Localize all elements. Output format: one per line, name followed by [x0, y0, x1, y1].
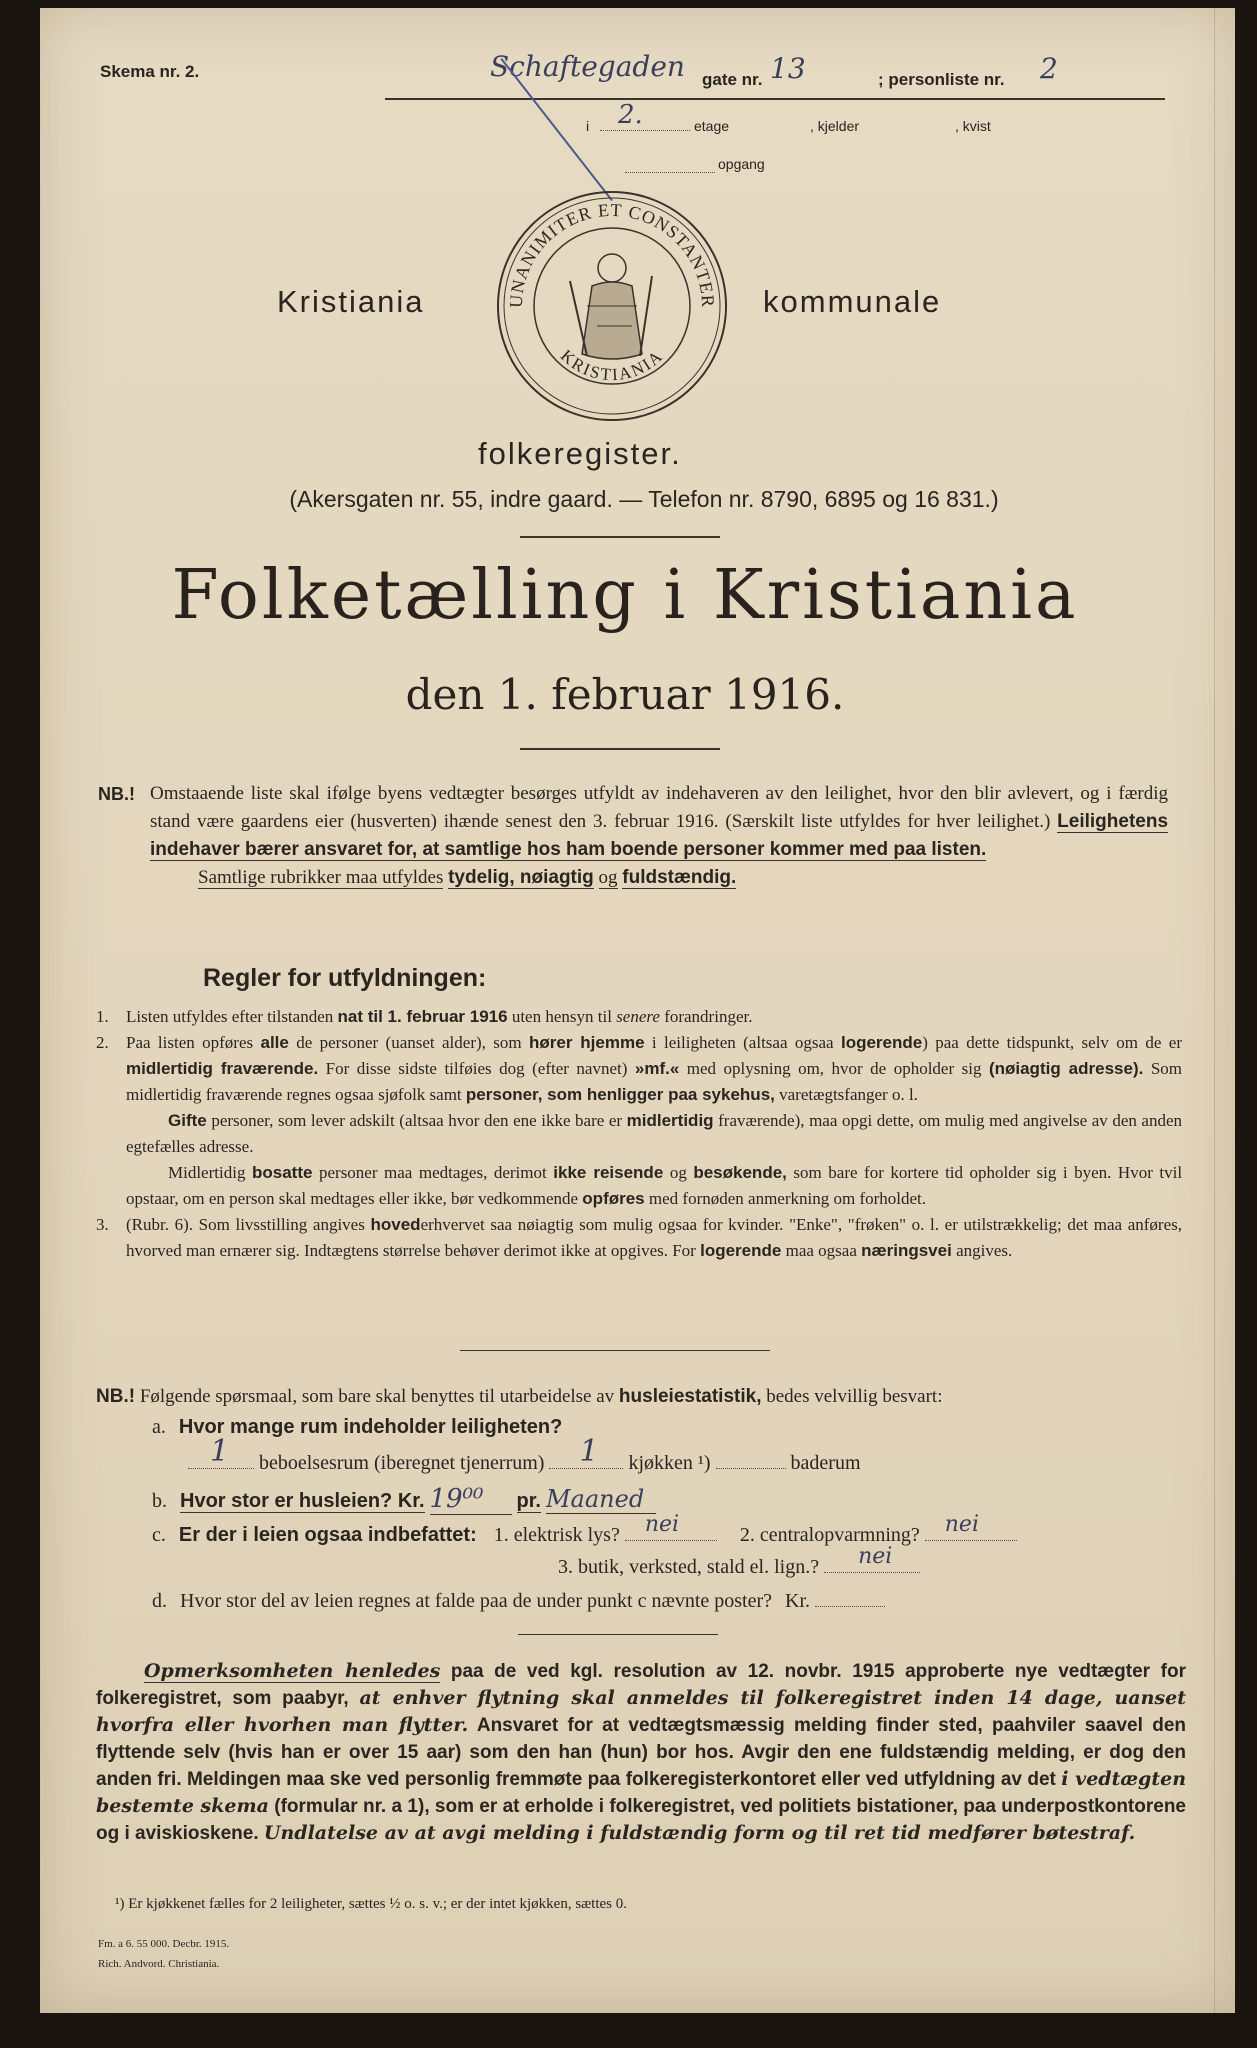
- gate-label: gate nr.: [702, 70, 763, 89]
- electric-light-handwritten: nei: [644, 1512, 680, 1537]
- kvist-label: , kvist: [955, 118, 991, 134]
- imprint-line-2: Rich. Andvord. Christiania.: [98, 1958, 220, 1970]
- nb-marker: NB.!: [98, 784, 135, 804]
- personliste-handwritten: 2: [1040, 52, 1058, 85]
- question-a: a. Hvor mange rum indeholder leiligheten?: [152, 1416, 563, 1438]
- question-d: d. Hvor stor del av leien regnes at falde paa de under punkt c nævnte poster? Kr.: [152, 1586, 885, 1613]
- question-a-answer: 1 beboelsesrum (iberegnet tjenerrum) 1 kjøkken ¹) baderum: [188, 1448, 861, 1475]
- nb1-and: og: [598, 867, 618, 888]
- city-seal: [492, 186, 732, 426]
- rule-2-married: Gifte personer, som lever adskilt (altsaa hvor den ene ikke bare er midlertidig fraværende), maa opgi dette, om mulig med angivelse av den anden egtefælles adresse.: [126, 1111, 1183, 1156]
- svg-text:KRISTIANIA: KRISTIANIA: [556, 345, 668, 385]
- nb1-fill-all: Samtlige rubrikker maa utfyldes: [198, 867, 444, 888]
- rooms-handwritten: 1: [210, 1434, 230, 1469]
- census-form-page: [40, 8, 1235, 2013]
- divider: [460, 1350, 770, 1351]
- question-c: c. Er der i leien ogsaa indbefattet: 1. elektrisk lys? nei 2. centralopvarmning? nei: [152, 1520, 1017, 1547]
- rule-2-temporary: Midlertidig bosatte personer maa medtages, derimot ikke reisende og besøkende, som bare for kortere tid opholder sig i byen. Hvor tvil opstaar, om en person skal medtages eller ikke, bør vedkommende opføres med fornøden anmerkning om forholdet.: [126, 1163, 1183, 1208]
- svg-text:UNANIMITER ET CONSTANTER: UNANIMITER ET CONSTANTER: [505, 199, 719, 309]
- kjelder-label: , kjelder: [810, 118, 860, 134]
- office-address: (Akersgaten nr. 55, indre gaard. — Telefon nr. 8790, 6895 og 16 831.): [289, 486, 999, 512]
- kommunale-label: kommunale: [763, 284, 942, 319]
- imprint-line-1: Fm. a 6. 55 000. Decbr. 1915.: [98, 1938, 230, 1950]
- rent-amount-handwritten: 19⁰⁰: [430, 1484, 512, 1515]
- rent-period-handwritten: Maaned: [546, 1485, 656, 1514]
- rules-list: [96, 1004, 1182, 1264]
- nb1-emphasis-1: tydelig, nøiagtig: [448, 867, 594, 888]
- kristiania-label: Kristiania: [277, 284, 425, 319]
- folkeregister-label: folkeregister.: [478, 436, 682, 471]
- opgang-label: opgang: [718, 156, 765, 172]
- main-title: Folketælling i Kristiania: [171, 556, 1079, 635]
- etage-handwritten: 2.: [618, 100, 643, 130]
- kitchen-handwritten: 1: [579, 1434, 599, 1469]
- paper-fold: [1214, 8, 1215, 2013]
- footnote: ¹) Er kjøkkenet fælles for 2 leiligheter, sættes ½ o. s. v.; er der intet kjøkken, sættes 0.: [115, 1896, 627, 1912]
- nb1-responsibility: Leilighetens indehaver bærer ansvaret for, at samtlige hos ham boende personer kommer med paa listen.: [150, 811, 1169, 860]
- street-handwritten: Schaftegaden: [490, 50, 685, 83]
- central-heating-handwritten: nei: [944, 1512, 979, 1537]
- rule-2: 2. Paa listen opføres alle de personer (uanset alder), som hører hjemme i leiligheten (altsaa ogsaa logerende) paa dette tidspunkt, selv om de er midlertidig fraværende. For disse sidste tilføies dog (efter navnet) »mf.« med oplysning om, hvor de opholder sig (nøiagtig adresse). Som midlertidig fraværende regnes ogsaa sjøfolk samt personer, som henligger paa sykehus, varetægtsfanger o. l.: [96, 1033, 1183, 1104]
- divider: [520, 748, 720, 750]
- relocation-notice: Opmerksomheten henledes paa de ved kgl. resolution av 12. novbr. 1915 approberte nye vedtægter for folkeregistret, som paabyr, at enhver flytning skal anmeldes til folkeregistret inden 14 dage, uanset hvorfra eller hvorhen man flytter. Ansvaret for at vedtægtsmæssig melding finder sted, paahviler saavel den flyttende selv (hvis han er over 15 aar) som den han (hun) bor hos. Avgir den ene fuldstændig melding, er dog den anden fri. Meldingen maa ske ved personlig fremmøte paa folkeregisterkontoret eller ved utfyldning av det i vedtægten bestemte skema (formular nr. a 1), som er at erholde i folkeregistret, ved politiets bistationer, paa underpostkontorene og i aviskioskene. Undlatelse av at avgi melding i fuldstændig form og til ret tid medfører bøtestraf.: [96, 1660, 1187, 1844]
- nb1-text: Omstaaende liste skal ifølge byens vedtægter besørges utfyldt av indehaveren av den leilighet, hvor den blir avlevert, og i færdig stand være gaardens eier (husverten) ihænde senest den 3. februar 1916. (Særskilt liste utfyldes for hver leilighet.): [150, 783, 1168, 832]
- nb1-emphasis-2: fuldstændig.: [622, 867, 737, 888]
- rules-heading: Regler for utfyldningen:: [203, 964, 487, 992]
- shop-handwritten: nei: [858, 1544, 893, 1569]
- question-b: b. Hvor stor er husleien? Kr. 19⁰⁰ pr. Maaned: [152, 1484, 656, 1515]
- seal-emblem-icon: [492, 186, 732, 426]
- question-c3: 3. butik, verksted, stald el. lign.? nei: [558, 1552, 920, 1579]
- nb1-paragraph: [150, 780, 1168, 892]
- skema-label: Skema nr. 2.: [100, 62, 200, 81]
- divider: [520, 536, 720, 538]
- gate-number-handwritten: 13: [770, 52, 806, 85]
- etage-label: etage: [694, 118, 730, 134]
- rule-1: 1. Listen utfyldes efter tilstanden nat til 1. februar 1916 uten hensyn til senere forandringer.: [96, 1007, 753, 1026]
- personliste-label: ; personliste nr.: [878, 70, 1005, 89]
- nb2-intro: NB.! Følgende spørsmaal, som bare skal benyttes til utarbeidelse av husleiestatistik, bedes velvillig besvart:: [96, 1386, 943, 1407]
- rule-3: 3. (Rubr. 6). Som livsstilling angives hovederhvervet saa nøiagtig som mulig ogsaa for kvinder. "Enke", "frøken" o. l. er utilstrækkelig; det maa anføres, hvorved man ernærer sig. Indtægtens størrelse behøver derimot ikke at opgives. For logerende maa ogsaa næringsvei angives.: [96, 1215, 1183, 1260]
- subtitle-date: den 1. februar 1916.: [405, 670, 845, 719]
- divider: [518, 1634, 718, 1635]
- i-label: i: [586, 118, 590, 134]
